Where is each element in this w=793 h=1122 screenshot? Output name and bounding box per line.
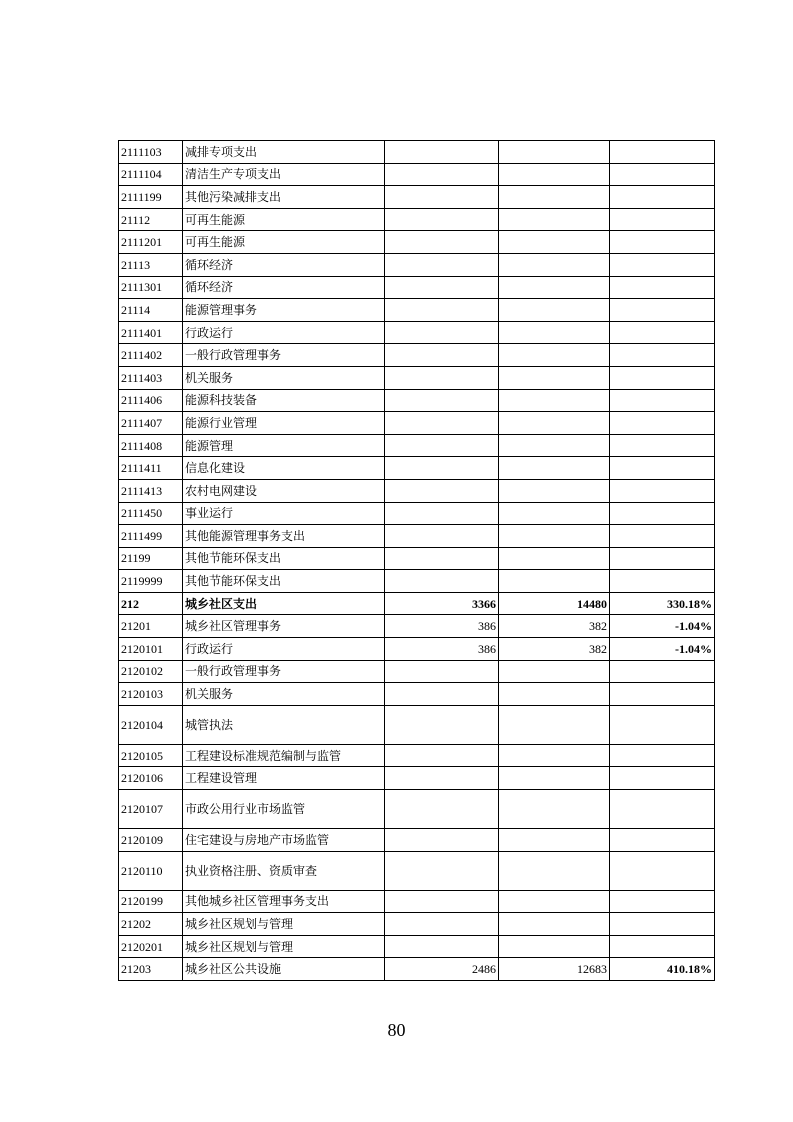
value-cell-2 [499, 660, 610, 683]
percent-cell [610, 547, 715, 570]
name-cell: 能源管理事务 [183, 299, 385, 322]
percent-cell [610, 163, 715, 186]
code-cell: 2111199 [119, 186, 183, 209]
table-row [119, 744, 715, 767]
name-cell: 工程建设标准规范编制与监管 [183, 744, 385, 767]
value-cell-1 [385, 479, 499, 502]
code-cell: 2111401 [119, 321, 183, 344]
value-cell-1 [385, 141, 499, 164]
code-cell: 2120106 [119, 767, 183, 790]
value-cell-2 [499, 705, 610, 744]
name-cell: 清洁生产专项支出 [183, 163, 385, 186]
name-cell: 循环经济 [183, 276, 385, 299]
percent-cell [610, 790, 715, 829]
value-cell-2 [499, 344, 610, 367]
value-cell-1 [385, 366, 499, 389]
percent-cell [610, 744, 715, 767]
name-cell: 其他污染减排支出 [183, 186, 385, 209]
code-cell: 21201 [119, 615, 183, 638]
value-cell-1 [385, 186, 499, 209]
value-cell-1 [385, 321, 499, 344]
name-cell: 能源管理 [183, 434, 385, 457]
code-cell: 2120107 [119, 790, 183, 829]
table-row [119, 434, 715, 457]
table-row [119, 683, 715, 706]
value-cell-1 [385, 829, 499, 852]
name-cell: 执业资格注册、资质审查 [183, 851, 385, 890]
table-row [119, 958, 715, 981]
page-number: 80 [387, 1020, 406, 1040]
table-row [119, 890, 715, 913]
name-cell: 一般行政管理事务 [183, 344, 385, 367]
value-cell-2 [499, 412, 610, 435]
code-cell: 2111413 [119, 479, 183, 502]
value-cell-2 [499, 479, 610, 502]
name-cell: 能源行业管理 [183, 412, 385, 435]
value-cell-2 [499, 913, 610, 936]
value-cell-1 [385, 299, 499, 322]
code-cell: 2119999 [119, 570, 183, 593]
table-row [119, 141, 715, 164]
value-cell-1 [385, 276, 499, 299]
value-cell-1: 2486 [385, 958, 499, 981]
table-row [119, 457, 715, 480]
value-cell-1 [385, 767, 499, 790]
value-cell-1 [385, 890, 499, 913]
name-cell: 城乡社区管理事务 [183, 615, 385, 638]
table-row [119, 570, 715, 593]
percent-cell [610, 829, 715, 852]
name-cell: 城乡社区规划与管理 [183, 935, 385, 958]
table-row [119, 163, 715, 186]
percent-cell [610, 479, 715, 502]
value-cell-1 [385, 412, 499, 435]
percent-cell [610, 231, 715, 254]
code-cell: 2120105 [119, 744, 183, 767]
code-cell: 212 [119, 592, 183, 615]
value-cell-2 [499, 208, 610, 231]
table-row [119, 615, 715, 638]
percent-cell: -1.04% [610, 615, 715, 638]
name-cell: 工程建设管理 [183, 767, 385, 790]
table-row [119, 231, 715, 254]
value-cell-1 [385, 502, 499, 525]
table-row [119, 935, 715, 958]
code-cell: 21113 [119, 253, 183, 276]
name-cell: 其他节能环保支出 [183, 547, 385, 570]
percent-cell [610, 683, 715, 706]
value-cell-2 [499, 389, 610, 412]
percent-cell [610, 299, 715, 322]
value-cell-2: 382 [499, 615, 610, 638]
table-row [119, 208, 715, 231]
table-row [119, 344, 715, 367]
value-cell-1 [385, 344, 499, 367]
name-cell: 住宅建设与房地产市场监管 [183, 829, 385, 852]
table-row [119, 913, 715, 936]
code-cell: 2120109 [119, 829, 183, 852]
value-cell-2 [499, 186, 610, 209]
table-row [119, 547, 715, 570]
value-cell-1 [385, 705, 499, 744]
percent-cell [610, 525, 715, 548]
name-cell: 城乡社区支出 [183, 592, 385, 615]
table-row [119, 767, 715, 790]
percent-cell [610, 208, 715, 231]
name-cell: 其他节能环保支出 [183, 570, 385, 593]
value-cell-1 [385, 525, 499, 548]
percent-cell [610, 344, 715, 367]
code-cell: 2111450 [119, 502, 183, 525]
percent-cell [610, 502, 715, 525]
percent-cell [610, 935, 715, 958]
value-cell-2 [499, 935, 610, 958]
name-cell: 可再生能源 [183, 231, 385, 254]
name-cell: 市政公用行业市场监管 [183, 790, 385, 829]
percent-cell: 410.18% [610, 958, 715, 981]
percent-cell [610, 366, 715, 389]
table-row [119, 276, 715, 299]
table-row [119, 502, 715, 525]
name-cell: 其他能源管理事务支出 [183, 525, 385, 548]
value-cell-1 [385, 231, 499, 254]
value-cell-2 [499, 321, 610, 344]
percent-cell [610, 851, 715, 890]
value-cell-1: 386 [385, 638, 499, 661]
name-cell: 信息化建设 [183, 457, 385, 480]
value-cell-2: 14480 [499, 592, 610, 615]
code-cell: 2111402 [119, 344, 183, 367]
code-cell: 2111104 [119, 163, 183, 186]
table-row [119, 299, 715, 322]
code-cell: 2111408 [119, 434, 183, 457]
code-cell: 2120102 [119, 660, 183, 683]
value-cell-1 [385, 253, 499, 276]
name-cell: 机关服务 [183, 366, 385, 389]
value-cell-2 [499, 744, 610, 767]
percent-cell: 330.18% [610, 592, 715, 615]
value-cell-2 [499, 547, 610, 570]
value-cell-2 [499, 890, 610, 913]
code-cell: 2111407 [119, 412, 183, 435]
percent-cell [610, 434, 715, 457]
code-cell: 2111201 [119, 231, 183, 254]
table-row [119, 851, 715, 890]
table-row [119, 186, 715, 209]
percent-cell [610, 389, 715, 412]
name-cell: 行政运行 [183, 638, 385, 661]
value-cell-1 [385, 547, 499, 570]
value-cell-2 [499, 434, 610, 457]
percent-cell [610, 913, 715, 936]
value-cell-2 [499, 299, 610, 322]
code-cell: 21202 [119, 913, 183, 936]
table-row [119, 366, 715, 389]
name-cell: 行政运行 [183, 321, 385, 344]
percent-cell [610, 705, 715, 744]
value-cell-2 [499, 141, 610, 164]
value-cell-2 [499, 570, 610, 593]
code-cell: 21112 [119, 208, 183, 231]
percent-cell [610, 276, 715, 299]
value-cell-1 [385, 434, 499, 457]
table-row [119, 479, 715, 502]
table-row [119, 412, 715, 435]
name-cell: 减排专项支出 [183, 141, 385, 164]
name-cell: 一般行政管理事务 [183, 660, 385, 683]
code-cell: 2111301 [119, 276, 183, 299]
table-row [119, 638, 715, 661]
value-cell-1 [385, 570, 499, 593]
percent-cell [610, 321, 715, 344]
table-row [119, 790, 715, 829]
value-cell-2 [499, 829, 610, 852]
value-cell-2 [499, 276, 610, 299]
percent-cell [610, 253, 715, 276]
table-row [119, 829, 715, 852]
code-cell: 2111103 [119, 141, 183, 164]
value-cell-2 [499, 525, 610, 548]
value-cell-2 [499, 231, 610, 254]
name-cell: 城乡社区公共设施 [183, 958, 385, 981]
percent-cell [610, 890, 715, 913]
name-cell: 可再生能源 [183, 208, 385, 231]
name-cell: 农村电网建设 [183, 479, 385, 502]
name-cell: 城管执法 [183, 705, 385, 744]
code-cell: 2120101 [119, 638, 183, 661]
percent-cell [610, 660, 715, 683]
name-cell: 循环经济 [183, 253, 385, 276]
code-cell: 21203 [119, 958, 183, 981]
table-row [119, 389, 715, 412]
code-cell: 2120104 [119, 705, 183, 744]
table-row [119, 660, 715, 683]
value-cell-1 [385, 744, 499, 767]
value-cell-1: 386 [385, 615, 499, 638]
value-cell-1 [385, 790, 499, 829]
value-cell-1 [385, 913, 499, 936]
code-cell: 2111499 [119, 525, 183, 548]
value-cell-2 [499, 163, 610, 186]
value-cell-2 [499, 502, 610, 525]
percent-cell [610, 141, 715, 164]
code-cell: 2120110 [119, 851, 183, 890]
value-cell-2 [499, 457, 610, 480]
value-cell-2: 382 [499, 638, 610, 661]
value-cell-2 [499, 767, 610, 790]
budget-table [118, 140, 715, 981]
table-row [119, 705, 715, 744]
code-cell: 2120103 [119, 683, 183, 706]
code-cell: 2111411 [119, 457, 183, 480]
percent-cell [610, 457, 715, 480]
percent-cell [610, 412, 715, 435]
percent-cell [610, 767, 715, 790]
value-cell-2 [499, 366, 610, 389]
value-cell-1 [385, 935, 499, 958]
value-cell-1 [385, 457, 499, 480]
value-cell-1: 3366 [385, 592, 499, 615]
code-cell: 2111406 [119, 389, 183, 412]
value-cell-1 [385, 163, 499, 186]
table-row [119, 525, 715, 548]
value-cell-1 [385, 208, 499, 231]
value-cell-2: 12683 [499, 958, 610, 981]
value-cell-1 [385, 683, 499, 706]
value-cell-1 [385, 389, 499, 412]
value-cell-2 [499, 253, 610, 276]
value-cell-1 [385, 660, 499, 683]
value-cell-2 [499, 683, 610, 706]
table-row [119, 253, 715, 276]
percent-cell: -1.04% [610, 638, 715, 661]
name-cell: 能源科技装备 [183, 389, 385, 412]
code-cell: 21114 [119, 299, 183, 322]
value-cell-2 [499, 790, 610, 829]
name-cell: 事业运行 [183, 502, 385, 525]
name-cell: 城乡社区规划与管理 [183, 913, 385, 936]
code-cell: 2120201 [119, 935, 183, 958]
table-row [119, 592, 715, 615]
code-cell: 21199 [119, 547, 183, 570]
value-cell-2 [499, 851, 610, 890]
code-cell: 2111403 [119, 366, 183, 389]
value-cell-1 [385, 851, 499, 890]
percent-cell [610, 570, 715, 593]
name-cell: 其他城乡社区管理事务支出 [183, 890, 385, 913]
table-row [119, 321, 715, 344]
percent-cell [610, 186, 715, 209]
code-cell: 2120199 [119, 890, 183, 913]
name-cell: 机关服务 [183, 683, 385, 706]
